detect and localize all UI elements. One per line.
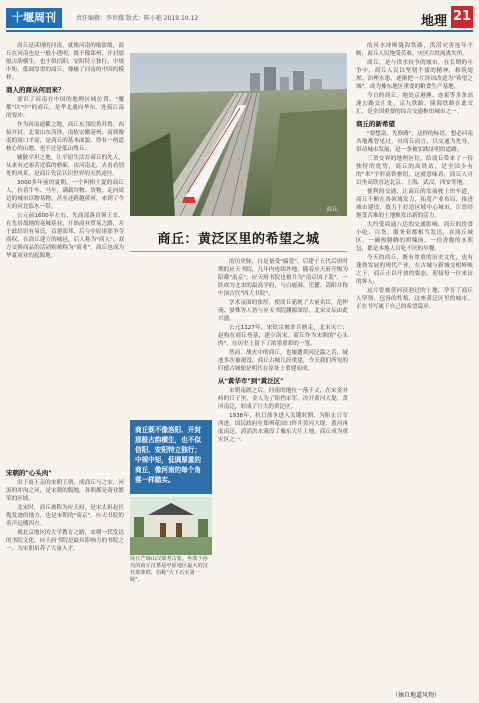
column-2 — [218, 258, 348, 698]
subheading: 从"黄华市"到"黄泛区" — [218, 377, 284, 385]
paragraph: 要识了河南在中国的地理区域位置，"魔都"以"中"的商丘，是华北通向华东、连接江南的要冲。 — [6, 97, 124, 119]
paragraph: 1938年，抗日战争进入关键时期，为阻止日军西进，国民政府在郑州花园口炸开黄河大堤，黄河再度南泛，滔滔洪水淹没了豫东大片土地，商丘成为重灾区之一。 — [218, 413, 348, 443]
paragraph: "要想富，先修路"，这样的标语，想必河南各地都曾见过。对商丘而言，以交通为先导，带动城市发展，是一条被实践证明的道路。 — [356, 131, 473, 153]
paragraph: 便利的交通，让商丘的发展驶上快车道，商丘不断在各领域发力，拓宽产业布局、推进城市建设，致力于打造区域中心城市，让曾经饱受苦难的土地焕发出新的活力。 — [356, 189, 473, 219]
page-number: 21 — [451, 6, 473, 28]
tomb-photo — [130, 497, 212, 555]
source-credit: （摘自地道风物） — [392, 692, 441, 699]
paragraph: 公元前1600年左右，先商部落首领王亥，在先居故地的亳城基业，开始商业贸易之路，并于此结识有易氏，首建部邦，后与中原诸部争夺商权，在商丘建立的城邑，后人称为"商人"。双方交换商品的活动则被称为"商业"，商丘也成为华夏商业的起源地。 — [6, 213, 124, 259]
column-1-bottom — [6, 465, 124, 695]
paragraph: 作为河南通衢之地，商丘东邻皖鲁苏鲁，西接开封、北靠山东菏泽，南依安徽亳州、南到豫南的周口平原，是商丘的基本面貌，得有一两道核心的山地，也不过是低山残丘。 — [6, 122, 124, 152]
masthead — [6, 6, 473, 32]
subheading: 宋朝的"心头肉" — [6, 469, 52, 477]
paragraph: 公元1127年，宋钦宗被金兵掳走，北宋灭亡；赵构在商丘登基，建立南宋。商丘作为宋朝的"心头肉"，在历史上留下了浓墨重彩的一笔。 — [218, 325, 348, 347]
column-1 — [6, 42, 124, 462]
paragraph: 学术氛围的浓厚，使商丘涌现了大量名臣，范仲淹、晏殊等人皆与应天书院渊源深厚，北宋文坛由此兴盛。 — [218, 300, 348, 322]
paragraph: 商丘是读现的河南，就像河南的缩影般，商丘在河南也是一般小透明。既不像郑州、开封那般古韵横生，也不似信阳、安阳特立独行，中规中矩、低调厚重的商丘，像极了河南的中国的模样。 — [6, 43, 124, 81]
article-headline: 商丘：黄泛区里的希望之城 — [157, 232, 320, 247]
paragraph: 辅陂平坦之地，让平原生活在商丘的先人，从来有过艰苦近临的磨砺，由河南北，去看看别处的风景，是商丘先民认识世界的天然途径。 — [6, 155, 124, 177]
section-title: 地理 — [420, 14, 447, 29]
pull-quote: 商丘既不像洛阳、开封那般古韵横生，也不似信阳、安阳特立独行；中规中矩，低调厚重的商丘，像河南的每个角落一样踏实。 — [130, 420, 212, 494]
subheading: 商人的商从何而来？ — [6, 86, 65, 94]
paragraph: 这片曾被黄河浸泡过的土地，孕育了商丘人坚韧、包容的性格，这座黄泛区里的城市，正在书写属于自己的希望篇章。 — [356, 288, 473, 310]
paragraph: 北宋时，商丘被称为应天府，是宋太祖赵匡胤发迹的地方，也是宋朝的"南京"，应天书院的名声远播四方。 — [6, 505, 124, 527]
tomb-illustration — [130, 497, 212, 555]
paragraph: 今日的商丘，地处京港澳、连霍等多条高速公路交汇处，京九铁路、陇海铁路在此交汇，是全国重要的综合交通枢纽城市之一。 — [356, 93, 473, 115]
paragraph: 然而，战火中的商丘，也屡遭黄河泛滥之苦，城池多次被淹没，商丘古城几经重建，今天我们所见的归德古城便是明代在原址上重建而成。 — [218, 350, 348, 372]
column-3 — [356, 42, 473, 687]
paragraph: 三省交界的地理区位，给商丘带来了一份独特的优势，商丘的高铁站，是全国少有的"米"字形高铁枢纽，这就意味着，商丘人可以坐高铁直达北京、上海、武汉、西安等地。 — [356, 156, 473, 186]
paragraph: 宋朝南渡之后，河南的地位一落千丈，在宋金对峙的日子里，金人为了阻挡宋军，决开黄河大堤，黄河南泛，形成了巨大的黄泛区。 — [218, 388, 348, 410]
brand-logo: 十堰周刊 — [6, 8, 62, 28]
photo-caption: 商丘。 — [326, 207, 343, 213]
paragraph: 的历史脉，自是备受"偏爱"。后建于五代后唐时期的应天书院，几年内连续外地，随着应天府升级为陪都"南京"，应天府书院也被升为"南京国子监"，一跃成为北宋的最高学府，与白鹿洞、岳麓、嵩阳并称中国古代"四大书院"。 — [218, 259, 348, 297]
paragraph: 商丘，是与洪水抗争的城市。在长期的斗争中，商丘人民以坚韧不拔的精神，修筑堤坝、治理水患，逐渐把一片泽国改造为"希望之城"，成为豫东地区重要的粮食生产基地。 — [356, 60, 473, 90]
editor-meta: 责任编辑：李世耀 版式：陈小艳 2019.10.12 — [76, 15, 199, 22]
divider — [130, 251, 347, 252]
railway-illustration — [130, 53, 347, 216]
inset-caption: 商丘芒砀山汉梁考古旅。坐落于孙氏的商丘汉墓是中原地区最大的汉代墓葬群，俗称"大下石室第一陵"。 — [130, 556, 208, 583]
paragraph: 今天的商丘，既有厚重的历史文化，也有蓬勃发展的现代产业，在古城与新城交相辉映之下，商丘正以开放的姿态，迎接每一位来访的客人。 — [356, 255, 473, 285]
paragraph: 大约受商通八达的交通影响，商丘的饮食小吃、百货、服务业都相当发达，在商丘城区，一碗热腾腾的胡辣汤、一份香脆的水煎包，都是本地人百吃不厌的早餐。 — [356, 222, 473, 252]
paragraph: 3000多年前的夏朝，一个叫相土夏的商丘人，拉着牛车、马车，满载谷物、货物，走向周边的城市以物易物，甚至还跨越黄河，来到了今天的河北临水一带。 — [6, 180, 124, 210]
paragraph: 由于商王亲的宋朝王朝，成商丘与之宋，河流的冲沟之河，是宋朝的腹地，各朝都是商业繁荣的区域。 — [6, 480, 124, 502]
railway-photo — [130, 53, 347, 216]
paragraph: 现北京地区的大学教育之路，宋朝一代发达的书院文化，应天府书院是最具影响力的书院之一，为宋朝培养了大量人才。 — [6, 530, 124, 552]
paragraph: 的河水冲断陇海铁路，洪涝灾害连年不断，商丘人民饱受苦难，灾区百姓流离失所。 — [356, 43, 473, 57]
subheading: 商丘的新希望 — [356, 120, 395, 128]
